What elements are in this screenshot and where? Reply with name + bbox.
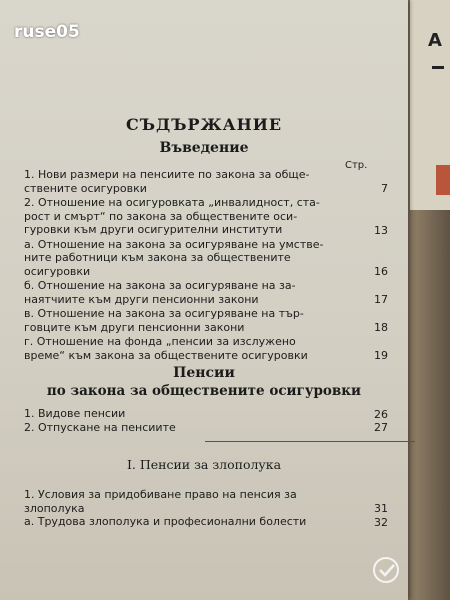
adjacent-page-dash <box>432 66 444 69</box>
toc-entry-page: 16 <box>374 265 388 278</box>
toc-entry-line: б. Отношение на закона за осигуряване на за- <box>24 279 296 292</box>
toc-entry <box>24 515 388 529</box>
toc-entry <box>24 279 388 306</box>
toc-entry-page: 31 <box>374 502 388 515</box>
toc-entry-line: 1. Нови размери на пенсиите по закона за обще- <box>24 168 310 181</box>
toc-entry-line: наятчиите към други пенсионни закони <box>24 292 259 306</box>
toc-entry-line: 2. Отпускане на пенсиите <box>24 420 176 434</box>
toc-entry-line: 2. Отношение на осигуровката „инвалидност, ста- <box>24 196 320 209</box>
adjacent-page-letter: А <box>428 30 442 51</box>
toc-entry-text <box>24 168 382 195</box>
toc-entry-page: 32 <box>374 515 388 529</box>
toc-entry-page: 26 <box>374 407 388 421</box>
toc-entry <box>24 488 388 515</box>
toc-entry-line: говците към други пенсионни закони <box>24 320 245 334</box>
toc-entry-line: в. Отношение на закона за осигуряване на тър- <box>24 307 304 320</box>
toc-entry-text <box>24 335 382 362</box>
adjacent-page-red-mark <box>436 165 450 195</box>
toc-entry <box>24 196 388 237</box>
toc-entry <box>24 237 388 279</box>
toc-entry <box>24 335 388 362</box>
toc-entry <box>24 407 388 421</box>
toc-entry-line: ствените осигуровки <box>24 181 147 195</box>
toc-entry-text <box>24 515 382 529</box>
toc-entry-page: 27 <box>374 421 388 434</box>
toc-entry-line: гуровки към други осигурителни институти <box>24 223 283 236</box>
toc-entry-page: 13 <box>374 223 388 237</box>
toc-entry-line: злополука <box>24 501 85 515</box>
toc-entry-line: 1. Видове пенсии <box>24 407 126 420</box>
toc-entry-line: а. Трудова злополука и професионални болести <box>24 515 307 528</box>
toc-entry <box>24 168 388 195</box>
toc-entry <box>24 307 388 334</box>
toc-entry-text <box>24 238 382 279</box>
bazar-logo-icon <box>360 555 420 585</box>
toc-entry-text <box>24 307 382 334</box>
toc-entry-page: 19 <box>374 349 388 362</box>
divider <box>205 441 415 442</box>
pensions-heading: Пенсии <box>173 365 235 381</box>
toc-entry-line: осигуровки <box>24 264 91 278</box>
toc-entry-line: а. Отношение на закона за осигуряване на умстве- <box>24 237 324 251</box>
toc-entry-text <box>24 407 382 421</box>
toc-entry-page: 7 <box>381 182 388 195</box>
toc-entry-line: 1. Условия за придобиване право на пенсия за <box>24 488 297 501</box>
toc-entry-page: 18 <box>374 321 388 334</box>
toc-entry-line: ните работници към закона за обществените <box>24 251 291 264</box>
toc-entry-text <box>24 196 382 237</box>
pensions-subheading: по закона за обществените осигуровки <box>46 383 362 399</box>
page-column-label: Стр. <box>345 160 368 171</box>
toc-entry-line: време“ към закона за обществените осигуровки <box>24 348 308 362</box>
toc-entry <box>24 420 388 435</box>
page-title: СЪДЪРЖАНИЕ <box>125 115 283 134</box>
toc-entry-line: г. Отношение на фонда „пенсии за изслужено <box>24 335 296 348</box>
toc-entry-line: рост и смърт“ по закона за обществените оси- <box>24 209 298 223</box>
toc-entry-text <box>24 421 382 435</box>
toc-entry-text <box>24 488 382 515</box>
toc-entry-page: 17 <box>374 293 388 306</box>
accident-heading: I. Пенсии за злополука <box>126 457 282 472</box>
intro-heading: Въведение <box>159 140 249 156</box>
toc-entry-text <box>24 279 382 306</box>
watermark: ruse05 <box>14 22 80 42</box>
